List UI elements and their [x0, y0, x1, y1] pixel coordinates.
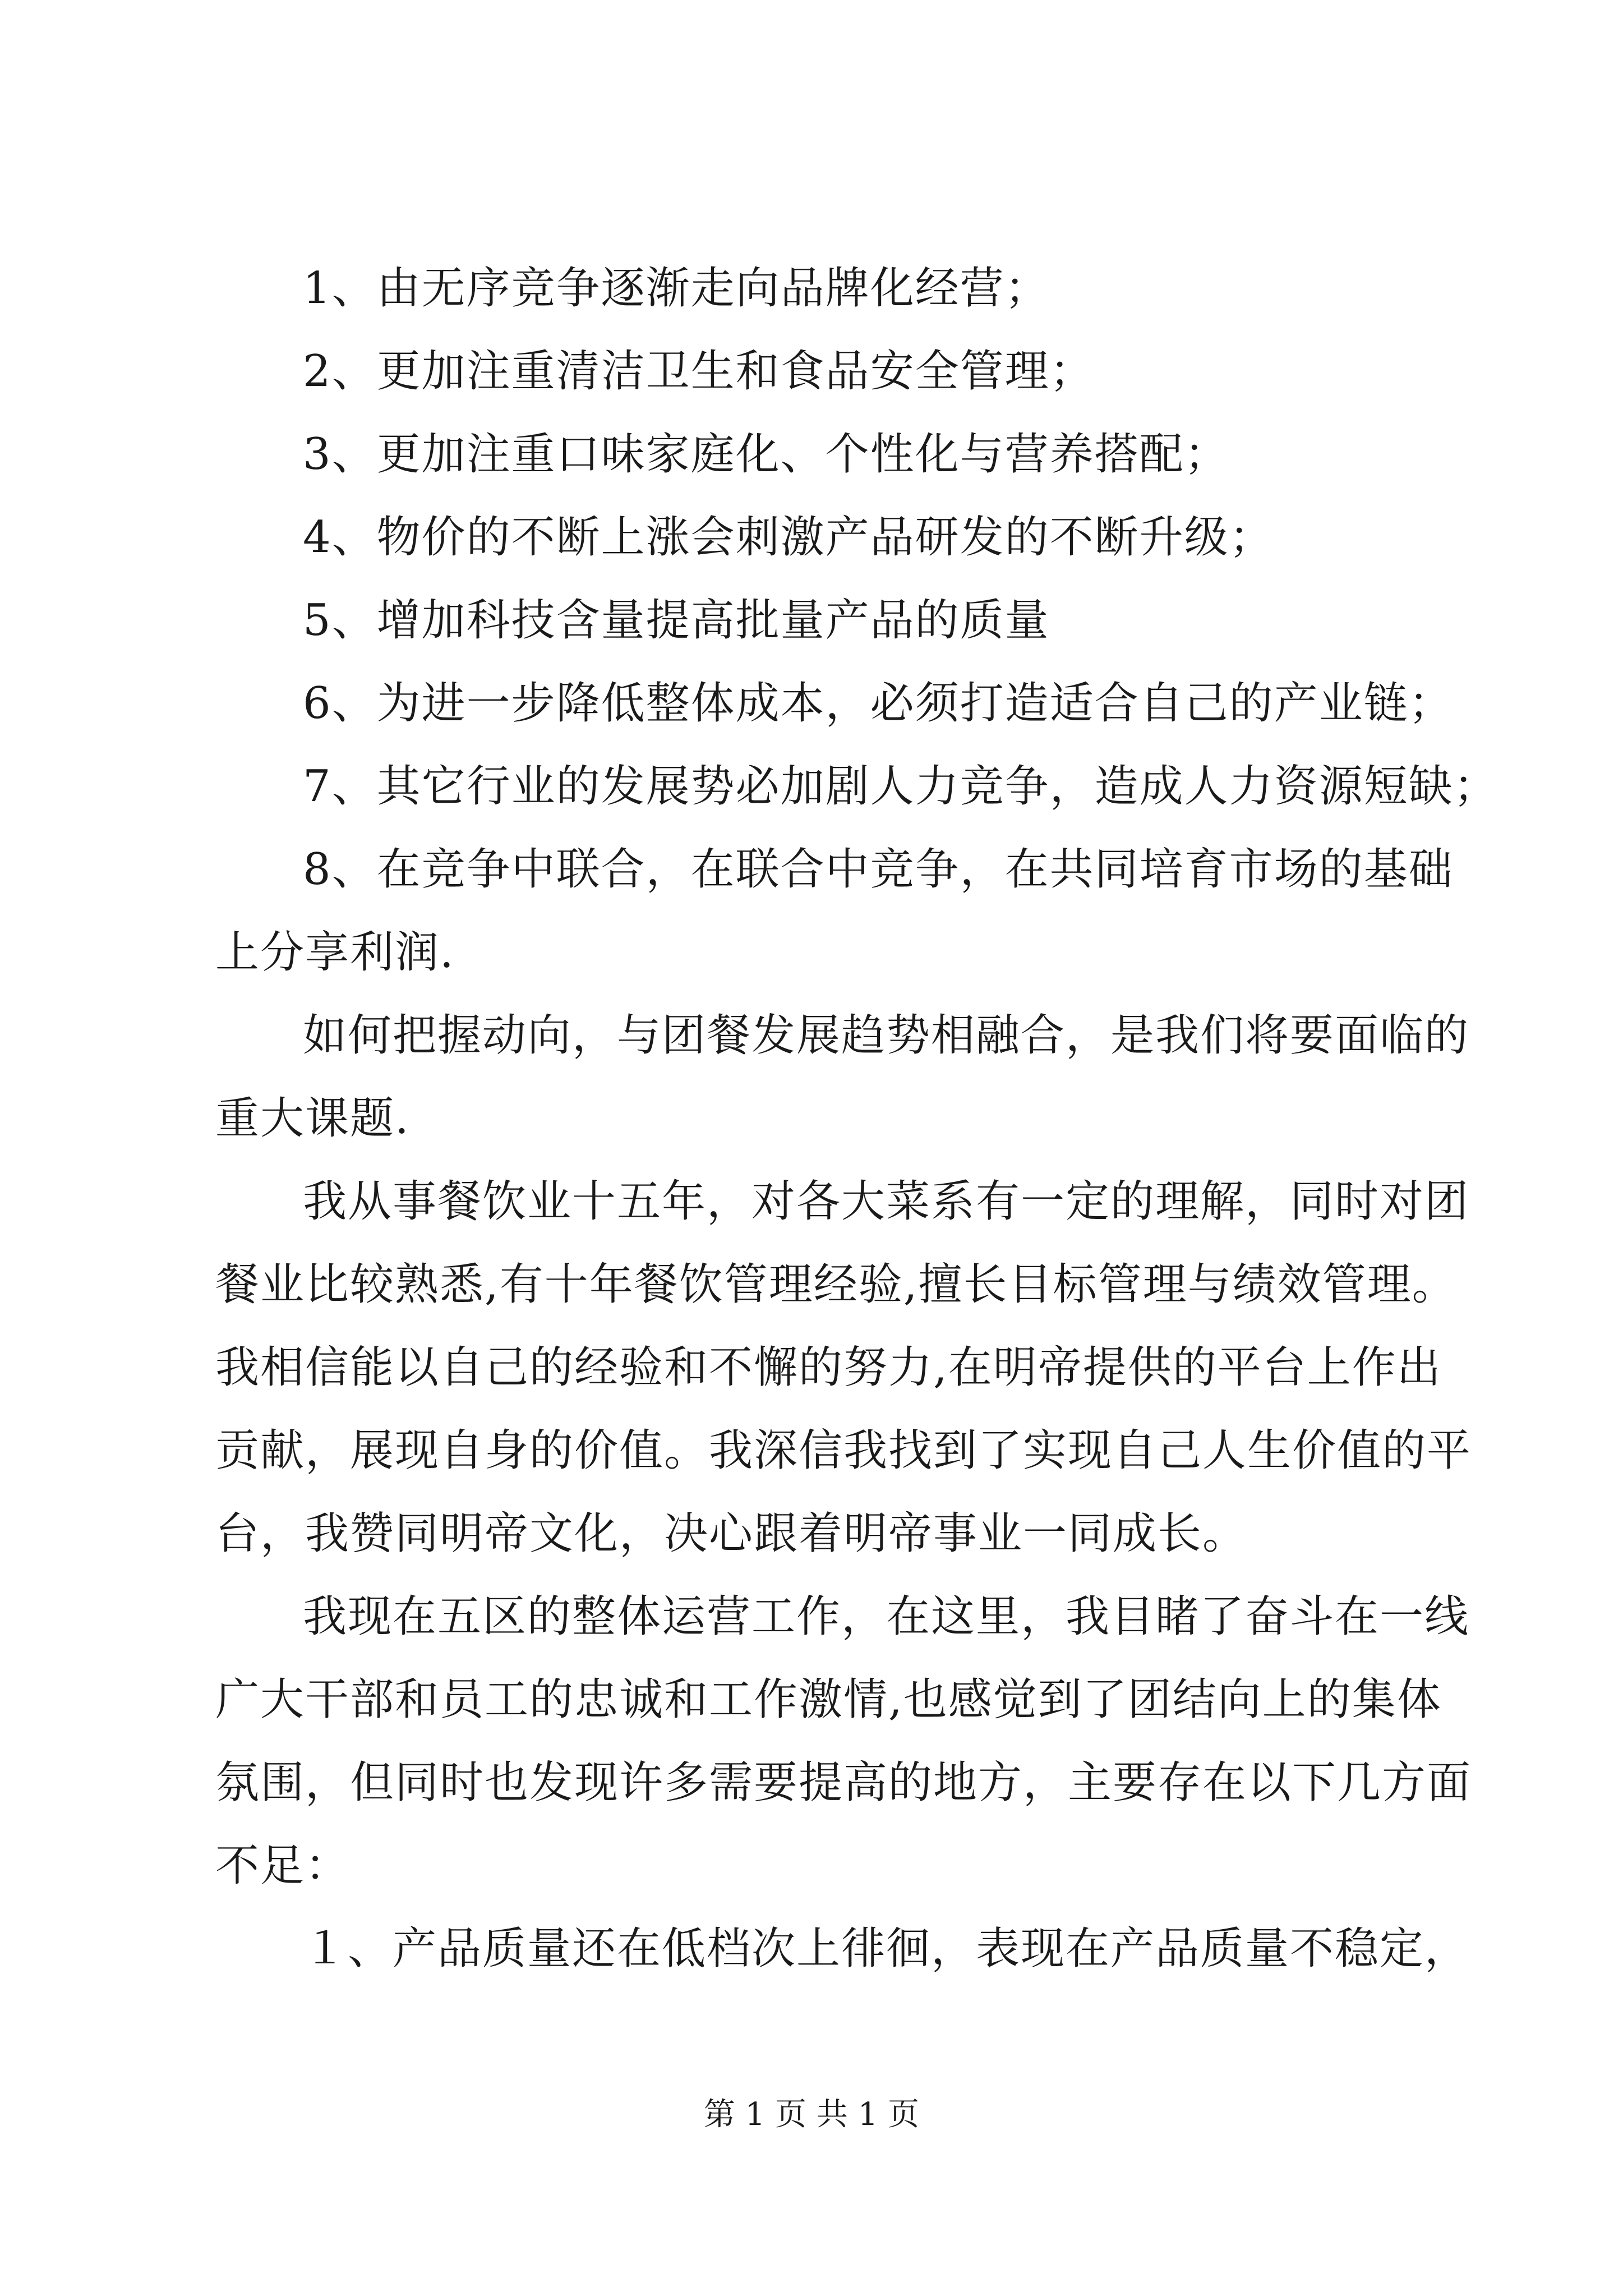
paragraph-2-line-3: 我相信能以自己的经验和不懈的努力,在明帝提供的平台上作出 [215, 1342, 1442, 1393]
list-item-8-line-2: 上分享利润. [215, 927, 455, 978]
paragraph-3-line-2: 广大干部和员工的忠诚和工作激情,也感觉到了团结向上的集体 [215, 1674, 1442, 1725]
paragraph-2-line-5: 台，我赞同明帝文化，决心跟着明帝事业一同成长。 [215, 1508, 1248, 1559]
paragraph-2-line-4: 贡献，展现自身的价值。我深信我找到了实现自己人生价值的平 [215, 1425, 1472, 1476]
paragraph-1-line-1: 如何把握动向，与团餐发展趋势相融合，是我们将要面临的 [303, 1010, 1470, 1061]
list-item-7: 7、其它行业的发展势必加剧人力竞争，造成人力资源短缺； [303, 761, 1498, 812]
list-item-3: 3、更加注重口味家庭化、个性化与营养搭配； [303, 429, 1229, 480]
list-item-8-line-1: 8、在竞争中联合，在联合中竞争，在共同培育市场的基础 [303, 844, 1454, 895]
paragraph-2-line-1: 我从事餐饮业十五年，对各大菜系有一定的理解，同时对团 [303, 1176, 1470, 1227]
list-item-6: 6、为进一步降低整体成本，必须打造适合自己的产业链； [303, 678, 1454, 729]
document-body [215, 247, 1498, 1990]
paragraph-3-line-1: 我现在五区的整体运营工作，在这里，我目睹了奋斗在一线 [303, 1591, 1470, 1642]
page-footer: 第 1 页 共 1 页 [703, 2096, 920, 2133]
list-item-1: 1、由无序竞争逐渐走向品牌化经营； [303, 263, 1050, 314]
paragraph-1-line-2: 重大课题. [215, 1093, 410, 1144]
list-item-4: 4、物价的不断上涨会刺激产品研发的不断升级； [303, 512, 1274, 563]
paragraph-2-line-2: 餐业比较熟悉,有十年餐饮管理经验,擅长目标管理与绩效管理。 [215, 1259, 1457, 1310]
paragraph-3-line-4: 不足： [215, 1841, 351, 1891]
paragraph-3-line-3: 氛围，但同时也发现许多需要提高的地方，主要存在以下几方面 [215, 1757, 1472, 1808]
paragraph-4-line-1: １、产品质量还在低档次上徘徊，表现在产品质量不稳定， [303, 1924, 1470, 1974]
list-item-2: 2、更加注重清洁卫生和食品安全管理； [303, 346, 1095, 397]
list-item-5: 5、增加科技含量提高批量产品的质量 [303, 595, 1050, 646]
